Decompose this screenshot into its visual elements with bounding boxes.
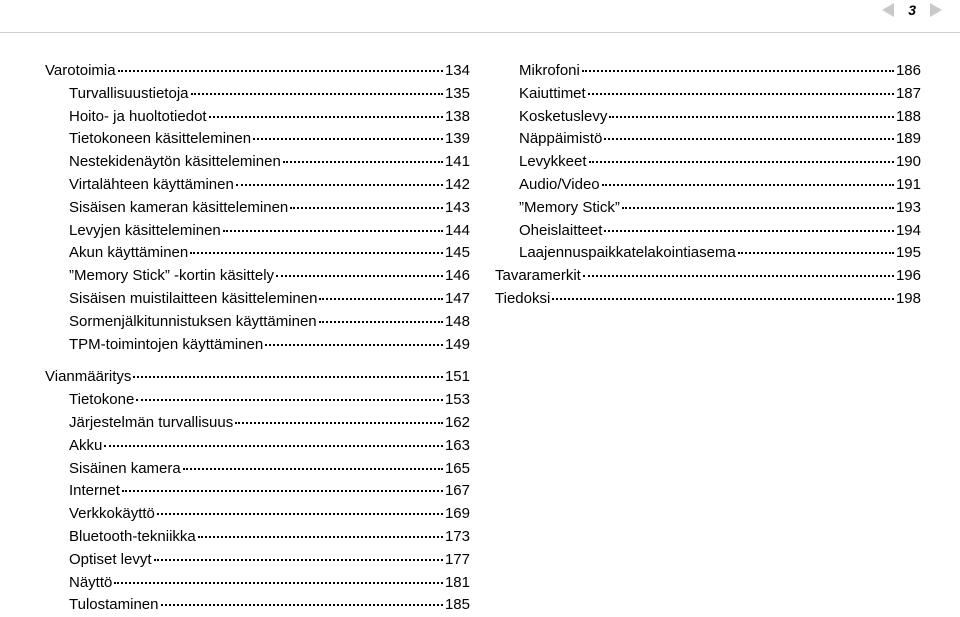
- toc-entry-title: Tiedoksi: [495, 289, 551, 307]
- dot-leader: [319, 298, 443, 300]
- toc-entry-page-number: 195: [895, 244, 921, 262]
- dot-leader: [589, 161, 894, 163]
- toc-entry[interactable]: [495, 174, 921, 197]
- toc-entry-page-number: 194: [895, 221, 921, 239]
- toc-entry-page-number: 139: [444, 130, 470, 148]
- toc-entry-title: Levykkeet: [519, 153, 587, 171]
- dot-leader: [604, 230, 894, 232]
- dot-leader: [319, 321, 443, 323]
- toc-entry-page-number: 193: [895, 198, 921, 216]
- toc-entry-title: Audio/Video: [519, 175, 600, 193]
- toc-entry-title: Tietokoneen käsitteleminen: [69, 130, 252, 148]
- next-page-arrow-icon[interactable]: [930, 3, 942, 17]
- toc-entry-title: Sormenjälkitunnistuksen käyttäminen: [69, 312, 317, 330]
- dot-leader: [236, 184, 443, 186]
- toc-entry-page-number: 144: [444, 221, 470, 239]
- dot-leader: [209, 116, 443, 118]
- page-number: 3: [908, 2, 916, 18]
- dot-leader: [190, 252, 443, 254]
- toc-entry-title: Sisäinen kamera: [69, 459, 181, 477]
- toc-entry-page-number: 145: [444, 244, 470, 262]
- toc-entry-page-number: 196: [895, 267, 921, 285]
- toc-entry-title: Mikrofoni: [519, 62, 580, 79]
- toc-entry-title: Varotoimia: [45, 62, 116, 79]
- toc-entry-title: Internet: [69, 482, 120, 500]
- dot-leader: [604, 138, 894, 140]
- dot-leader: [583, 275, 894, 277]
- dot-leader: [122, 490, 443, 492]
- toc-entry-title: Tulostaminen: [69, 596, 159, 614]
- toc-entry[interactable]: [495, 220, 921, 243]
- toc-entry[interactable]: [45, 288, 470, 311]
- toc-entry-page-number: 198: [895, 289, 921, 307]
- toc-entry[interactable]: [45, 458, 470, 481]
- toc-entry-title: Vianmääritys: [45, 368, 132, 386]
- toc-entry-page-number: 169: [444, 505, 470, 523]
- toc-entry[interactable]: [495, 242, 921, 265]
- dot-leader: [223, 230, 443, 232]
- toc-entry-page-number: 148: [444, 312, 470, 330]
- toc-entry-page-number: 173: [444, 527, 470, 545]
- toc-entry-page-number: 177: [444, 550, 470, 568]
- dot-leader: [253, 138, 443, 140]
- toc-entry-title: Kosketuslevy: [519, 107, 608, 125]
- toc-entry-title: Laajennuspaikkatelakointiasema: [519, 244, 736, 262]
- toc-entry-title: Verkkokäyttö: [69, 505, 155, 523]
- header-divider: [0, 32, 960, 33]
- toc-entry-page-number: 181: [444, 573, 470, 591]
- toc-entry[interactable]: [45, 503, 470, 526]
- toc-entry-page-number: 186: [895, 62, 921, 79]
- toc-entry[interactable]: [495, 197, 921, 220]
- toc-entry[interactable]: [495, 128, 921, 151]
- toc-entry-title: Sisäisen muistilaitteen käsitteleminen: [69, 289, 318, 307]
- toc-entry-title: ”Memory Stick” -kortin käsittely: [69, 267, 275, 285]
- toc-entry-page-number: 151: [444, 368, 470, 386]
- toc-entry-title: ”Memory Stick”: [519, 198, 620, 216]
- toc-entry-title: Akku: [69, 436, 103, 454]
- toc-entry-page-number: 149: [444, 335, 470, 353]
- toc-entry-title: TPM-toimintojen käyttäminen: [69, 335, 264, 353]
- toc-entry[interactable]: [495, 60, 921, 83]
- toc-entry-title: Optiset levyt: [69, 550, 152, 568]
- dot-leader: [265, 344, 443, 346]
- toc-entry-page-number: 142: [444, 175, 470, 193]
- toc-entry[interactable]: [45, 480, 470, 503]
- toc-entry-page-number: 162: [444, 413, 470, 431]
- toc-entry-page-number: 153: [444, 391, 470, 409]
- toc-entry[interactable]: [45, 389, 470, 412]
- toc-entry-title: Tietokone: [69, 391, 135, 409]
- toc-left-column: [45, 60, 470, 617]
- toc-entry-page-number: 163: [444, 436, 470, 454]
- toc-entry-page-number: 188: [895, 107, 921, 125]
- toc-entry-title: Levyjen käsitteleminen: [69, 221, 221, 239]
- dot-leader: [602, 184, 894, 186]
- dot-leader: [622, 207, 894, 209]
- toc-entry[interactable]: [45, 242, 470, 265]
- toc-entry[interactable]: [45, 128, 470, 151]
- toc-entry-page-number: 134: [444, 62, 470, 79]
- dot-leader: [582, 70, 894, 72]
- dot-leader: [154, 559, 443, 561]
- toc-entry-title: Sisäisen kameran käsitteleminen: [69, 198, 289, 216]
- dot-leader: [161, 604, 443, 606]
- toc-entry-page-number: 191: [895, 175, 921, 193]
- toc-entry-page-number: 135: [444, 84, 470, 102]
- previous-page-arrow-icon[interactable]: [882, 3, 894, 17]
- toc-entry[interactable]: [45, 412, 470, 435]
- dot-leader: [157, 513, 443, 515]
- dot-leader: [283, 161, 443, 163]
- dot-leader: [183, 468, 443, 470]
- toc-entry-title: Oheislaitteet: [519, 221, 603, 239]
- toc-entry[interactable]: [45, 265, 470, 288]
- dot-leader: [609, 116, 894, 118]
- toc-entry-title: Kaiuttimet: [519, 84, 586, 102]
- page-header: [0, 0, 960, 36]
- dot-leader: [738, 252, 894, 254]
- toc-entry-page-number: 167: [444, 482, 470, 500]
- dot-leader: [198, 536, 443, 538]
- toc-entry-page-number: 187: [895, 84, 921, 102]
- dot-leader: [588, 93, 894, 95]
- toc-entry[interactable]: [45, 60, 470, 83]
- toc-entry[interactable]: [45, 197, 470, 220]
- toc-entry[interactable]: [495, 83, 921, 106]
- toc-entry-page-number: 185: [444, 596, 470, 614]
- toc-entry-page-number: 190: [895, 153, 921, 171]
- toc-entry-title: Turvallisuustietoja: [69, 84, 189, 102]
- toc-entry[interactable]: [495, 106, 921, 129]
- toc-entry[interactable]: [45, 220, 470, 243]
- toc-entry-title: Näppäimistö: [519, 130, 603, 148]
- toc-entry[interactable]: [45, 366, 470, 389]
- toc-right-column: [495, 60, 921, 311]
- toc-entry-page-number: 189: [895, 130, 921, 148]
- toc-entry[interactable]: [45, 174, 470, 197]
- dot-leader: [290, 207, 443, 209]
- dot-leader: [114, 582, 443, 584]
- toc-entry[interactable]: [495, 151, 921, 174]
- toc-entry-title: Järjestelmän turvallisuus: [69, 413, 234, 431]
- toc-entry-title: Virtalähteen käyttäminen: [69, 175, 234, 193]
- toc-entry[interactable]: [495, 265, 921, 288]
- toc-entry[interactable]: [45, 549, 470, 572]
- toc-entry[interactable]: [45, 334, 470, 357]
- dot-leader: [235, 422, 443, 424]
- toc-entry-page-number: 165: [444, 459, 470, 477]
- toc-entry[interactable]: [45, 311, 470, 334]
- toc-entry[interactable]: [45, 151, 470, 174]
- toc-entry[interactable]: [45, 106, 470, 129]
- toc-entry-title: Tavaramerkit: [495, 267, 581, 285]
- toc-entry[interactable]: [45, 83, 470, 106]
- toc-entry[interactable]: [45, 572, 470, 595]
- toc-entry-title: Bluetooth-tekniikka: [69, 527, 196, 545]
- dot-leader: [104, 445, 443, 447]
- dot-leader: [191, 93, 443, 95]
- toc-entry-page-number: 147: [444, 289, 470, 307]
- dot-leader: [136, 399, 443, 401]
- toc-entry[interactable]: [45, 435, 470, 458]
- dot-leader: [118, 70, 443, 72]
- toc-entry-title: Nestekidenäytön käsitteleminen: [69, 153, 281, 171]
- toc-entry-title: Näyttö: [69, 573, 113, 591]
- toc-entry-title: Hoito- ja huoltotiedot: [69, 107, 207, 125]
- toc-entry-page-number: 141: [444, 153, 470, 171]
- toc-entry-title: Akun käyttäminen: [69, 244, 189, 262]
- toc-entry[interactable]: [495, 288, 921, 311]
- dot-leader: [552, 298, 894, 300]
- toc-entry-page-number: 138: [444, 107, 470, 125]
- dot-leader: [133, 376, 443, 378]
- toc-entry-page-number: 143: [444, 198, 470, 216]
- dot-leader: [276, 275, 443, 277]
- toc-entry[interactable]: [45, 526, 470, 549]
- page-navigation: [882, 0, 942, 20]
- toc-entry-page-number: 146: [444, 267, 470, 285]
